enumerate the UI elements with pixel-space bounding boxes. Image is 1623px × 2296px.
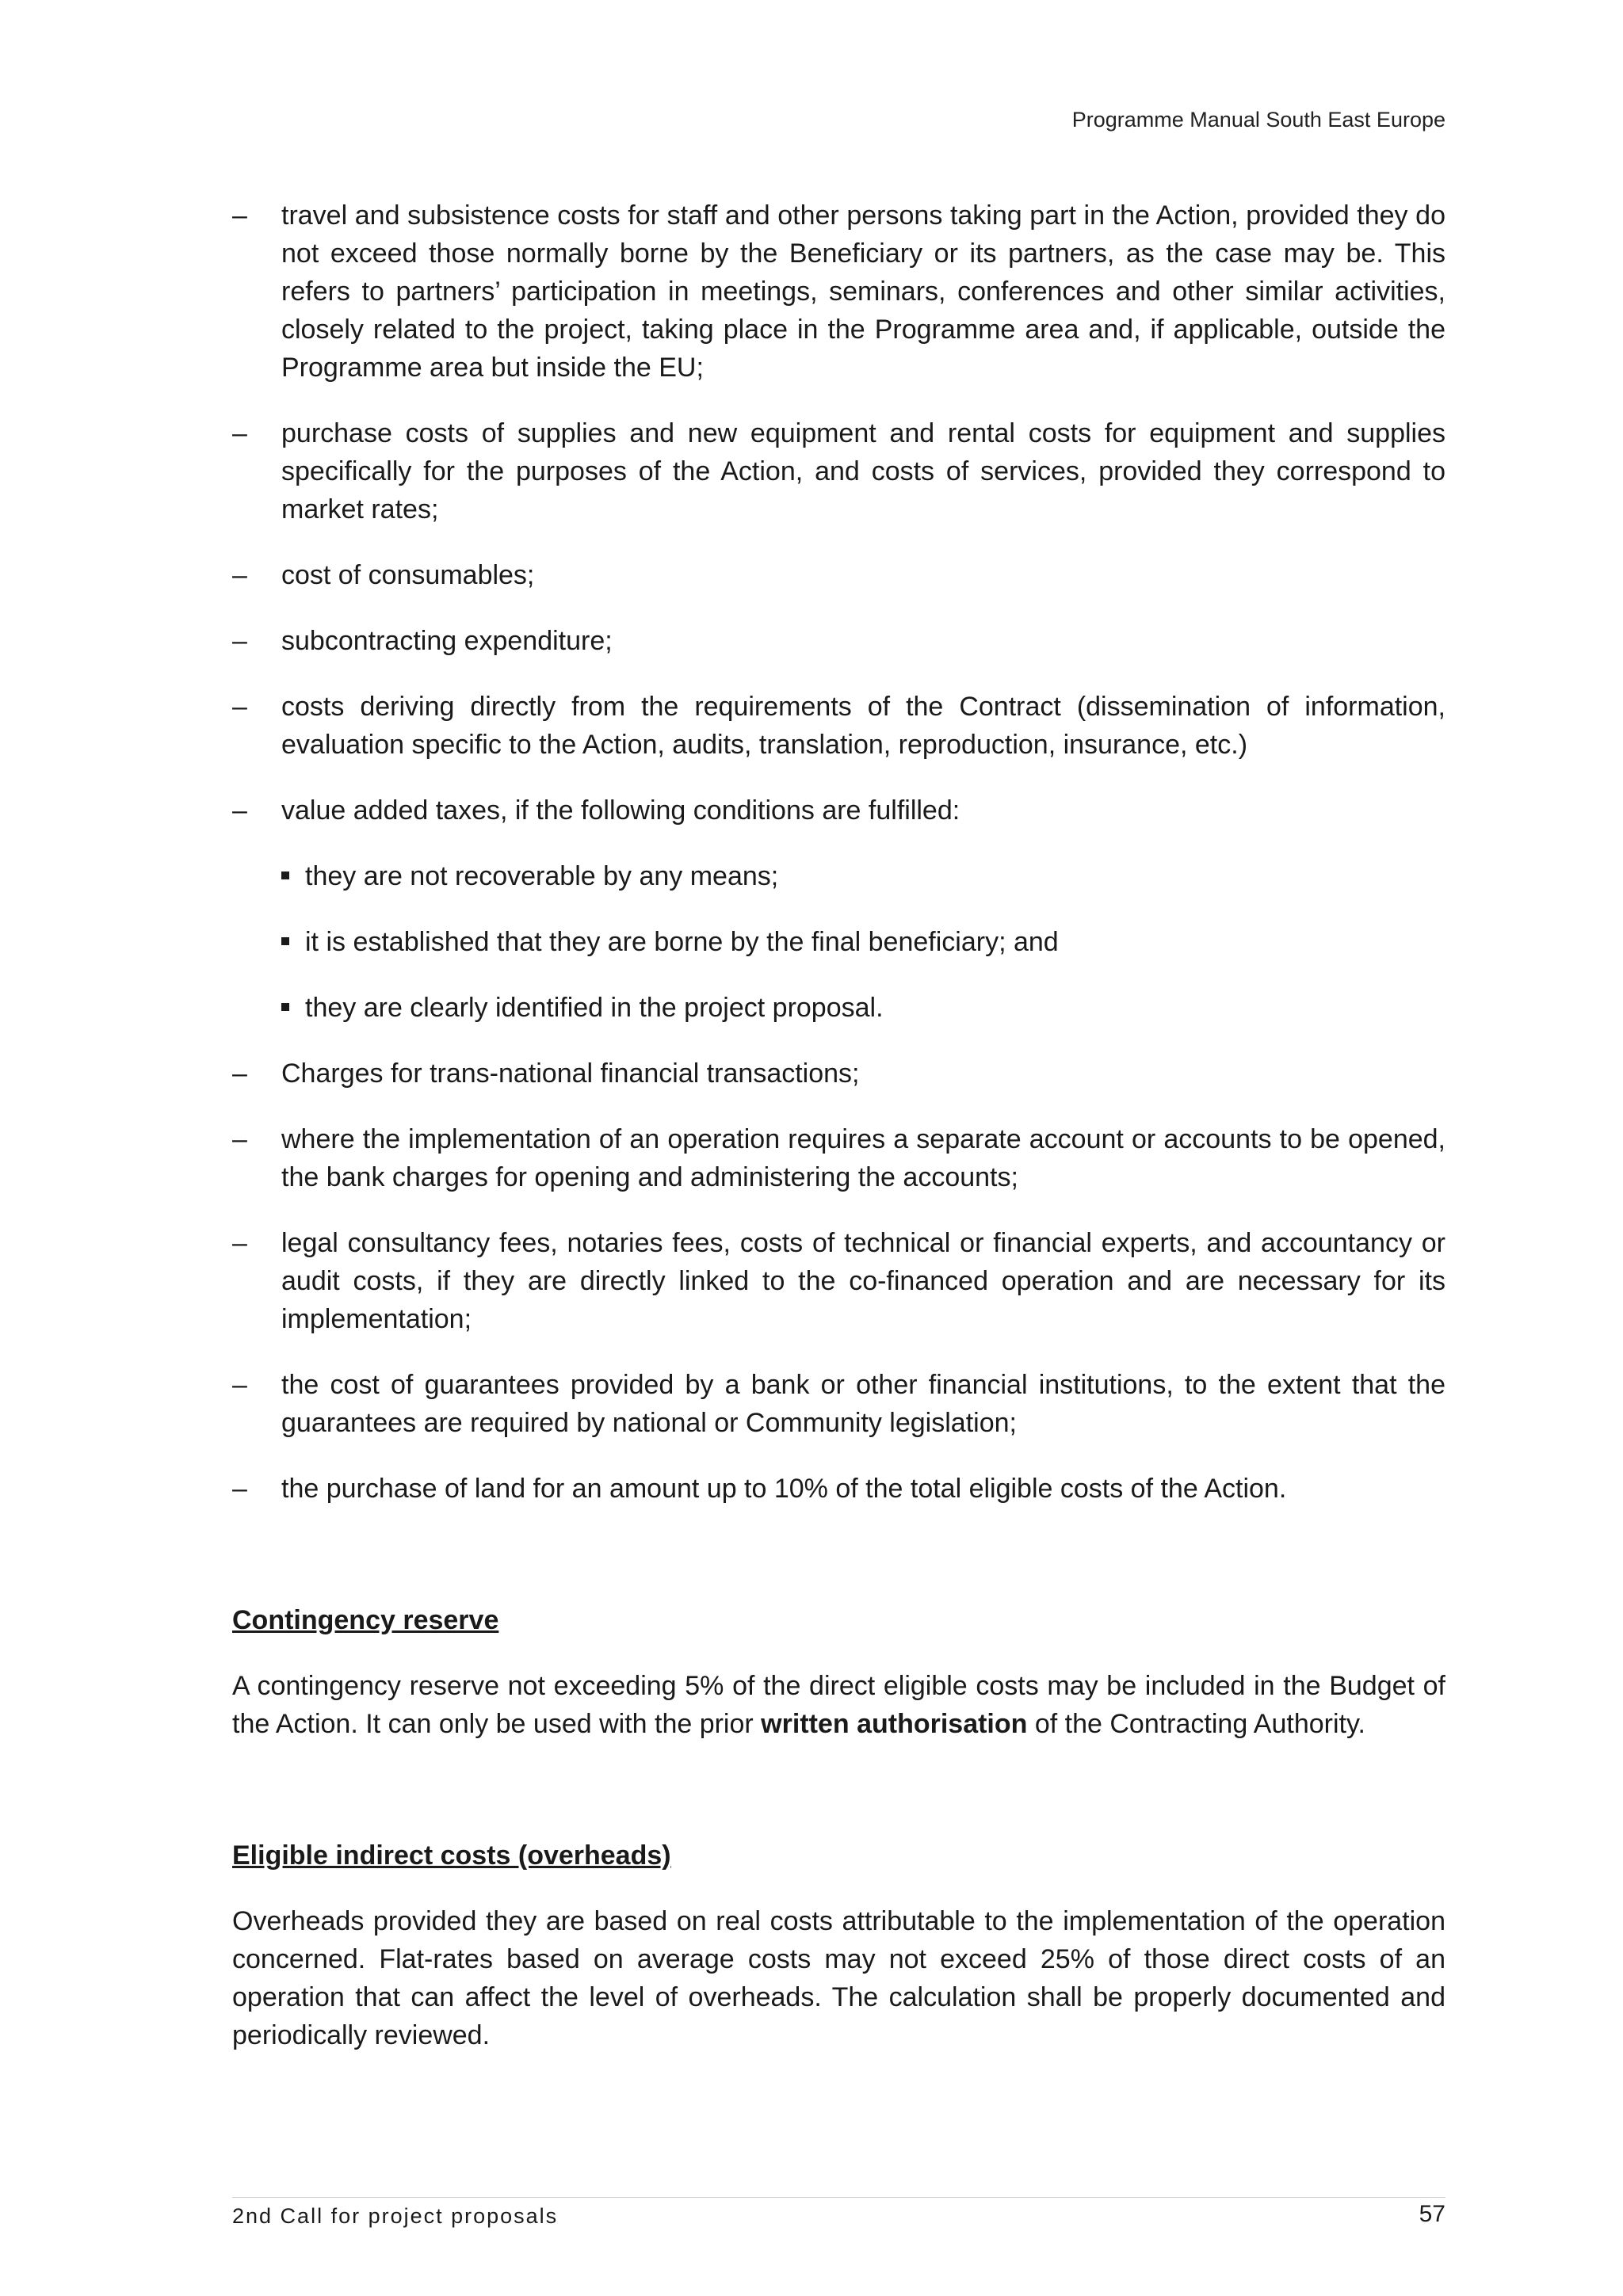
vat-condition-item [281, 989, 1445, 1027]
dash-marker: – [232, 560, 247, 590]
list-item-text: the cost of guarantees provided by a bank or other financial institutions, to the extent that the guarantees are required by national or Community legislation; [281, 1370, 1445, 1438]
list-item [232, 1055, 1445, 1093]
list-item-text: travel and subsistence costs for staff and other persons taking part in the Action, provided they do not exceed those normally borne by the Beneficiary or its partners, as the case may be. This refers to partners’ participation in meetings, seminars, conferences and other similar activities, closely related to the project, taking place in the Programme area and, if applicable, outside the Programme area but inside the EU; [281, 200, 1445, 383]
contingency-text-after: of the Contracting Authority. [1027, 1709, 1365, 1739]
dash-marker: – [232, 1370, 247, 1400]
list-item-text: value added taxes, if the following conditions are fulfilled: [281, 795, 960, 826]
vat-condition-item [281, 857, 1445, 895]
vat-condition-text: they are not recoverable by any means; [305, 861, 779, 891]
square-bullet-icon [281, 871, 289, 879]
dash-marker: – [232, 1474, 247, 1504]
vat-condition-text: it is established that they are borne by the final beneficiary; and [305, 927, 1059, 957]
list-item [232, 791, 1445, 1027]
footer-rule [232, 2197, 1445, 2198]
list-item [232, 414, 1445, 528]
overheads-heading: Eligible indirect costs (overheads) [232, 1840, 671, 1871]
list-item [232, 1470, 1445, 1508]
list-item [232, 688, 1445, 764]
eligible-costs-list [232, 196, 1445, 1508]
square-bullet-icon [281, 937, 289, 945]
list-item-text: costs deriving directly from the requirements of the Contract (dissemination of information, evaluation specific to the Action, audits, translation, reproduction, insurance, etc.) [281, 692, 1445, 760]
dash-marker: – [232, 795, 247, 826]
dash-marker: – [232, 626, 247, 656]
dash-marker: – [232, 1228, 247, 1258]
list-item-text: subcontracting expenditure; [281, 626, 613, 656]
footer-call-title: 2nd Call for project proposals [232, 2204, 559, 2228]
dash-marker: – [232, 200, 247, 231]
list-item [232, 196, 1445, 387]
page-number: 57 [1419, 2201, 1445, 2227]
square-bullet-icon [281, 1003, 289, 1011]
contingency-text-before: A contingency reserve not exceeding 5% of the direct eligible costs may be included in the Budget of the Action. It can only be used with the prior [232, 1671, 1445, 1739]
list-item-text: where the implementation of an operation requires a separate account or accounts to be opened, the bank charges for opening and administering the accounts; [281, 1124, 1445, 1192]
vat-condition-text: they are clearly identified in the project proposal. [305, 993, 884, 1023]
dash-marker: – [232, 1058, 247, 1089]
list-item [232, 1366, 1445, 1442]
list-item-text: purchase costs of supplies and new equipment and rental costs for equipment and supplies specifically for the purposes of the Action, and costs of services, provided they correspond to market rates; [281, 418, 1445, 524]
list-item-text: Charges for trans-national financial transactions; [281, 1058, 860, 1089]
list-item [232, 556, 1445, 594]
vat-conditions-list [281, 857, 1445, 1027]
list-item [232, 1224, 1445, 1338]
vat-condition-item [281, 923, 1445, 961]
list-item-text: the purchase of land for an amount up to 10% of the total eligible costs of the Action. [281, 1474, 1287, 1504]
page-content [232, 196, 1445, 2054]
list-item-text: legal consultancy fees, notaries fees, costs of technical or financial experts, and accountancy or audit costs, if they are directly linked to the co-financed operation and are necessary for its implementation; [281, 1228, 1445, 1334]
running-header: Programme Manual South East Europe [1071, 108, 1445, 132]
dash-marker: – [232, 418, 247, 448]
dash-marker: – [232, 1124, 247, 1154]
overheads-paragraph: Overheads provided they are based on real costs attributable to the implementation of the operation concerned. Flat-rates based on average costs may not exceed 25% of those direct costs of an operation that can affect the level of overheads. The calculation shall be properly documented and periodically reviewed. [232, 1906, 1445, 2050]
written-authorisation-emphasis: written authorisation [761, 1709, 1028, 1739]
list-item [232, 622, 1445, 660]
list-item-text: cost of consumables; [281, 560, 535, 590]
contingency-heading: Contingency reserve [232, 1605, 499, 1635]
contingency-paragraph [232, 1667, 1445, 1743]
dash-marker: – [232, 692, 247, 722]
list-item [232, 1120, 1445, 1196]
